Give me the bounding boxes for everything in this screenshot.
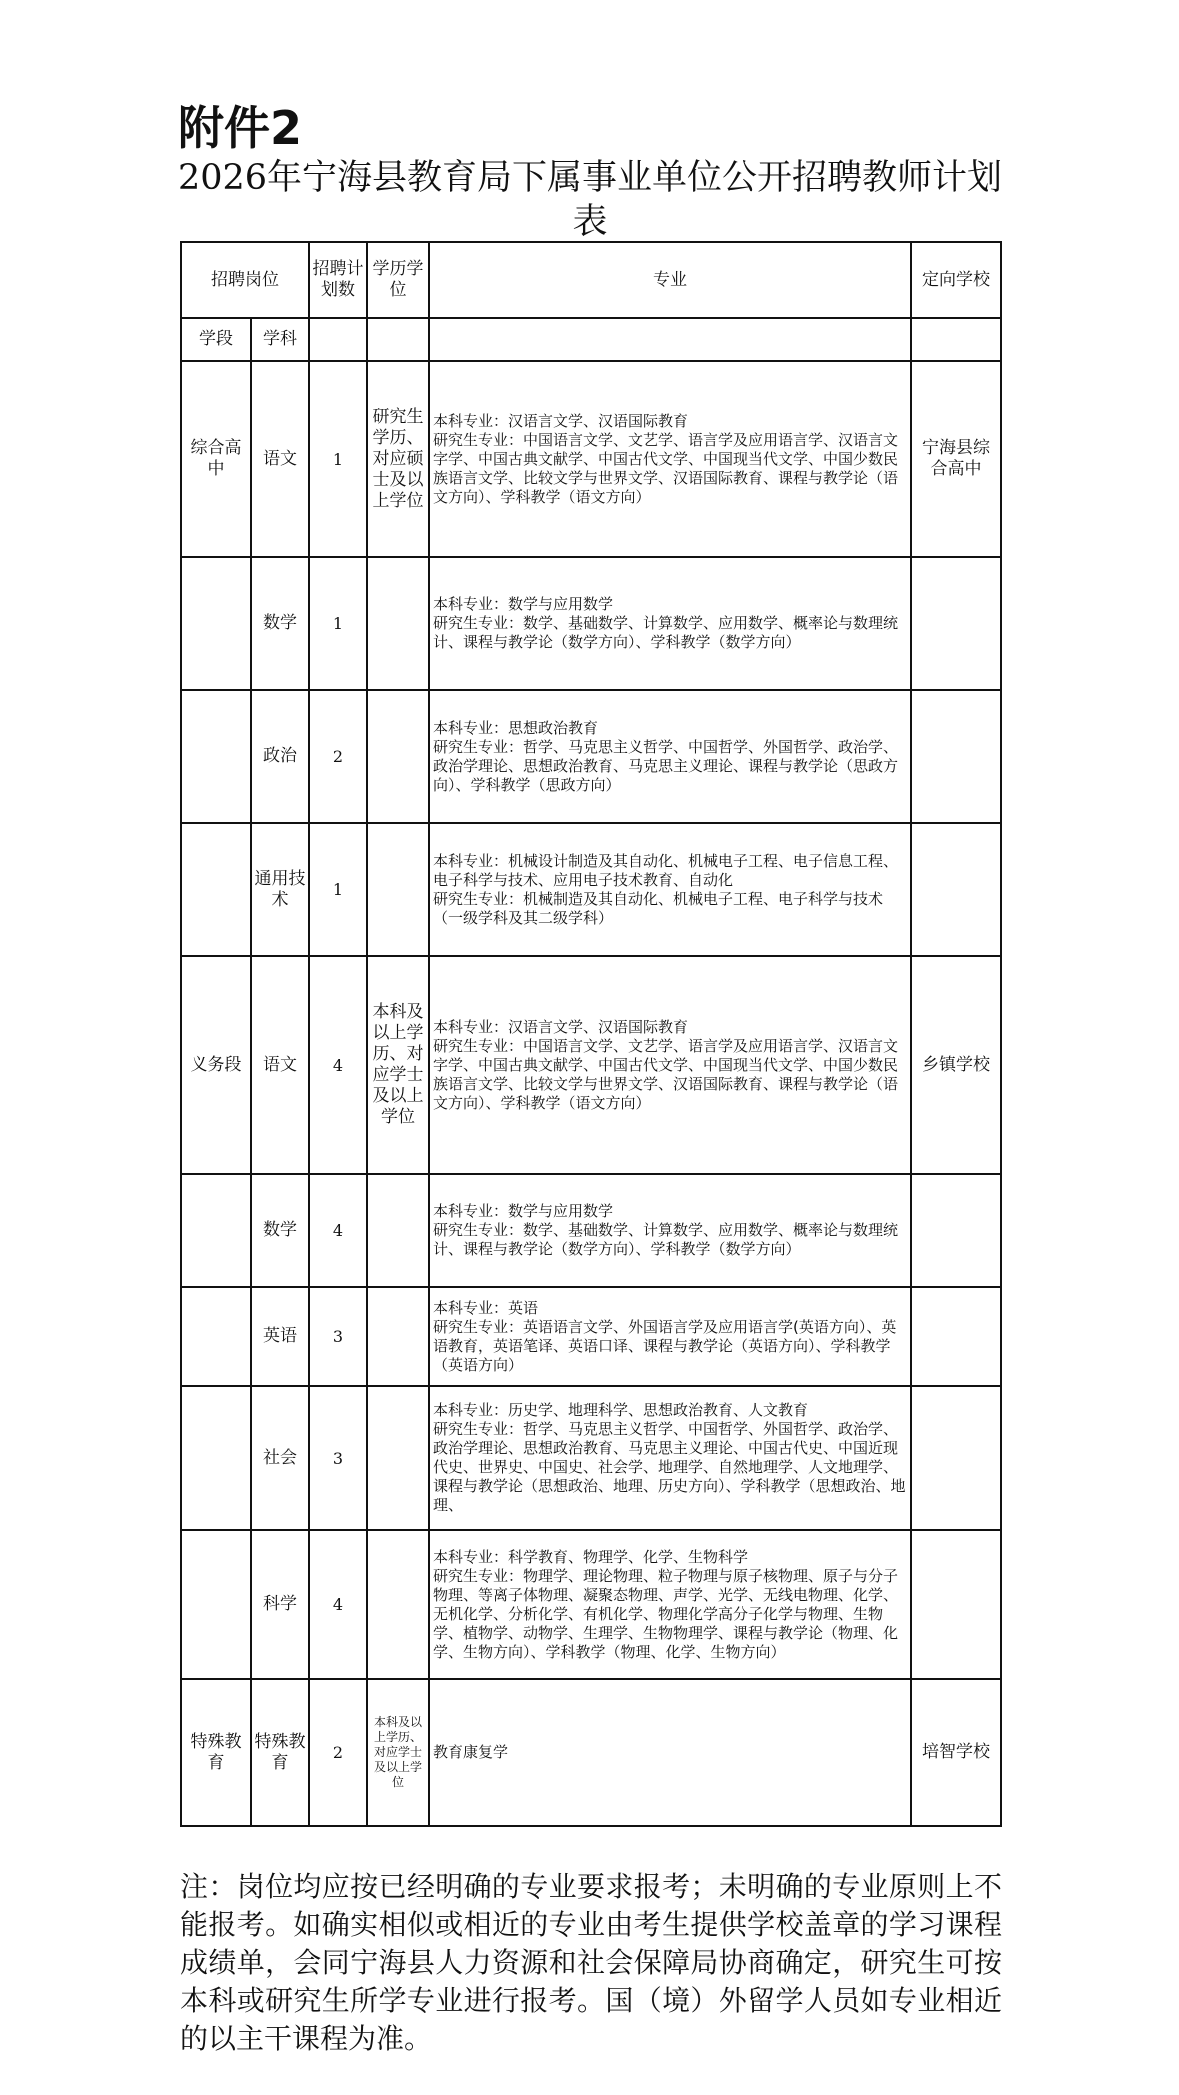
- cell-degree: [367, 690, 429, 823]
- subheader-stage: 学段: [181, 318, 251, 361]
- cell-subject: 科学: [251, 1530, 309, 1679]
- cell-stage: 义务段: [181, 956, 251, 1174]
- cell-subject: 语文: [251, 361, 309, 557]
- cell-stage: [181, 557, 251, 690]
- cell-school: [911, 1386, 1001, 1530]
- cell-count: 1: [309, 361, 367, 557]
- cell-count: 1: [309, 823, 367, 956]
- cell-count: 2: [309, 690, 367, 823]
- cell-count: 2: [309, 1679, 367, 1826]
- cell-degree: [367, 823, 429, 956]
- recruitment-plan-table: [180, 241, 1002, 1827]
- cell-subject: 数学: [251, 1174, 309, 1287]
- table-header-row: [181, 242, 1001, 318]
- subheader-subject: 学科: [251, 318, 309, 361]
- cell-major: 教育康复学: [429, 1679, 911, 1826]
- header-major: 专业: [429, 242, 911, 318]
- cell-school: 乡镇学校: [911, 956, 1001, 1174]
- cell-stage: [181, 1530, 251, 1679]
- cell-subject: 英语: [251, 1287, 309, 1386]
- cell-stage: [181, 1386, 251, 1530]
- table-row: [181, 823, 1001, 956]
- cell-school: [911, 1174, 1001, 1287]
- cell-major: 本科专业：历史学、地理科学、思想政治教育、人文教育 研究生专业：哲学、马克思主义哲学、中国哲学、外国哲学、政治学、政治学理论、思想政治教育、马克思主义理论、中国古代史、中国近现代史、世界史、中国史、社会学、地理学、自然地理学、人文地理学、课程与教学论（思想政治、地理、历史方向）、学科教学（思想政治、地理、: [429, 1386, 911, 1530]
- cell-stage: [181, 1174, 251, 1287]
- cell-school: [911, 823, 1001, 956]
- table-row: [181, 1287, 1001, 1386]
- cell-school: 培智学校: [911, 1679, 1001, 1826]
- cell-degree: [367, 557, 429, 690]
- header-school: 定向学校: [911, 242, 1001, 318]
- cell-count: 4: [309, 1530, 367, 1679]
- cell-major: 本科专业：数学与应用数学 研究生专业：数学、基础数学、计算数学、应用数学、概率论与数理统计、课程与教学论（数学方向）、学科教学（数学方向）: [429, 1174, 911, 1287]
- cell-degree: 本科及以上学历、对应学士及以上学位: [367, 956, 429, 1174]
- cell-count: 4: [309, 956, 367, 1174]
- cell-degree: 本科及以上学历、对应学士及以上学位: [367, 1679, 429, 1826]
- cell-degree: [367, 1174, 429, 1287]
- footnote: 注：岗位均应按已经明确的专业要求报考；未明确的专业原则上不能报考。如确实相似或相近的专业由考生提供学校盖章的学习课程成绩单，会同宁海县人力资源和社会保障局协商确定，研究生可按本科或研究生所学专业进行报考。国（境）外留学人员如专业相近的以主干课程为准。: [180, 1870, 1002, 2055]
- cell-stage: [181, 690, 251, 823]
- cell-major: 本科专业：汉语言文学、汉语国际教育 研究生专业：中国语言文学、文艺学、语言学及应用语言学、汉语言文字学、中国古典文献学、中国古代文学、中国现当代文学、中国少数民族语言文学、比较文学与世界文学、汉语国际教育、课程与教学论（语文方向）、学科教学（语文方向）: [429, 956, 911, 1174]
- header-degree: 学历学位: [367, 242, 429, 318]
- cell-school: [911, 1287, 1001, 1386]
- cell-school: [911, 557, 1001, 690]
- cell-stage: 综合高中: [181, 361, 251, 557]
- cell-major: 本科专业：数学与应用数学 研究生专业：数学、基础数学、计算数学、应用数学、概率论与数理统计、课程与教学论（数学方向）、学科教学（数学方向）: [429, 557, 911, 690]
- header-position: 招聘岗位: [181, 242, 309, 318]
- cell-major: 本科专业：汉语言文学、汉语国际教育 研究生专业：中国语言文学、文艺学、语言学及应用语言学、汉语言文字学、中国古典文献学、中国古代文学、中国现当代文学、中国少数民族语言文学、比较文学与世界文学、汉语国际教育、课程与教学论（语文方向）、学科教学（语文方向）: [429, 361, 911, 557]
- cell-major: 本科专业：英语 研究生专业：英语语言文学、外国语言学及应用语言学(英语方向）、英语教育，英语笔译、英语口译、课程与教学论（英语方向）、学科教学（英语方向）: [429, 1287, 911, 1386]
- cell-count: 3: [309, 1386, 367, 1530]
- cell-major: 本科专业：机械设计制造及其自动化、机械电子工程、电子信息工程、电子科学与技术、应用电子技术教育、自动化 研究生专业：机械制造及其自动化、机械电子工程、电子科学与技术（一级学科及其二级学科）: [429, 823, 911, 956]
- table-row: [181, 361, 1001, 557]
- cell-subject: 特殊教育: [251, 1679, 309, 1826]
- cell-degree: 研究生学历、对应硕士及以上学位: [367, 361, 429, 557]
- table-row: [181, 557, 1001, 690]
- cell-subject: 通用技术: [251, 823, 309, 956]
- table-row: [181, 1174, 1001, 1287]
- cell-subject: 语文: [251, 956, 309, 1174]
- attachment-label: 附件2: [178, 101, 303, 155]
- cell-subject: 政治: [251, 690, 309, 823]
- cell-stage: [181, 823, 251, 956]
- cell-degree: [367, 1287, 429, 1386]
- table-row: [181, 1530, 1001, 1679]
- cell-count: 4: [309, 1174, 367, 1287]
- table-row: [181, 956, 1001, 1174]
- cell-stage: [181, 1287, 251, 1386]
- table-row: [181, 1679, 1001, 1826]
- cell-stage: 特殊教育: [181, 1679, 251, 1826]
- cell-major: 本科专业：思想政治教育 研究生专业：哲学、马克思主义哲学、中国哲学、外国哲学、政治学、政治学理论、思想政治教育、马克思主义理论、课程与教学论（思政方向）、学科教学（思政方向）: [429, 690, 911, 823]
- cell-degree: [367, 1530, 429, 1679]
- cell-major: 本科专业：科学教育、物理学、化学、生物科学 研究生专业：物理学、理论物理、粒子物理与原子核物理、原子与分子物理、等离子体物理、凝聚态物理、声学、光学、无线电物理、化学、无机化学、分析化学、有机化学、物理化学高分子化学与物理、生物学、植物学、动物学、生理学、生物物理学、课程与教学论（物理、化学、生物方向）、学科教学（物理、化学、生物方向）: [429, 1530, 911, 1679]
- cell-count: 3: [309, 1287, 367, 1386]
- cell-subject: 社会: [251, 1386, 309, 1530]
- cell-count: 1: [309, 557, 367, 690]
- cell-school: [911, 690, 1001, 823]
- cell-school: [911, 1530, 1001, 1679]
- header-plan-count: 招聘计划数: [309, 242, 367, 318]
- page-title: 2026年宁海县教育局下属事业单位公开招聘教师计划表: [177, 158, 1003, 242]
- cell-degree: [367, 1386, 429, 1530]
- table-row: [181, 690, 1001, 823]
- table-row: [181, 1386, 1001, 1530]
- table-subheader-row: [181, 318, 1001, 361]
- cell-school: 宁海县综合高中: [911, 361, 1001, 557]
- cell-subject: 数学: [251, 557, 309, 690]
